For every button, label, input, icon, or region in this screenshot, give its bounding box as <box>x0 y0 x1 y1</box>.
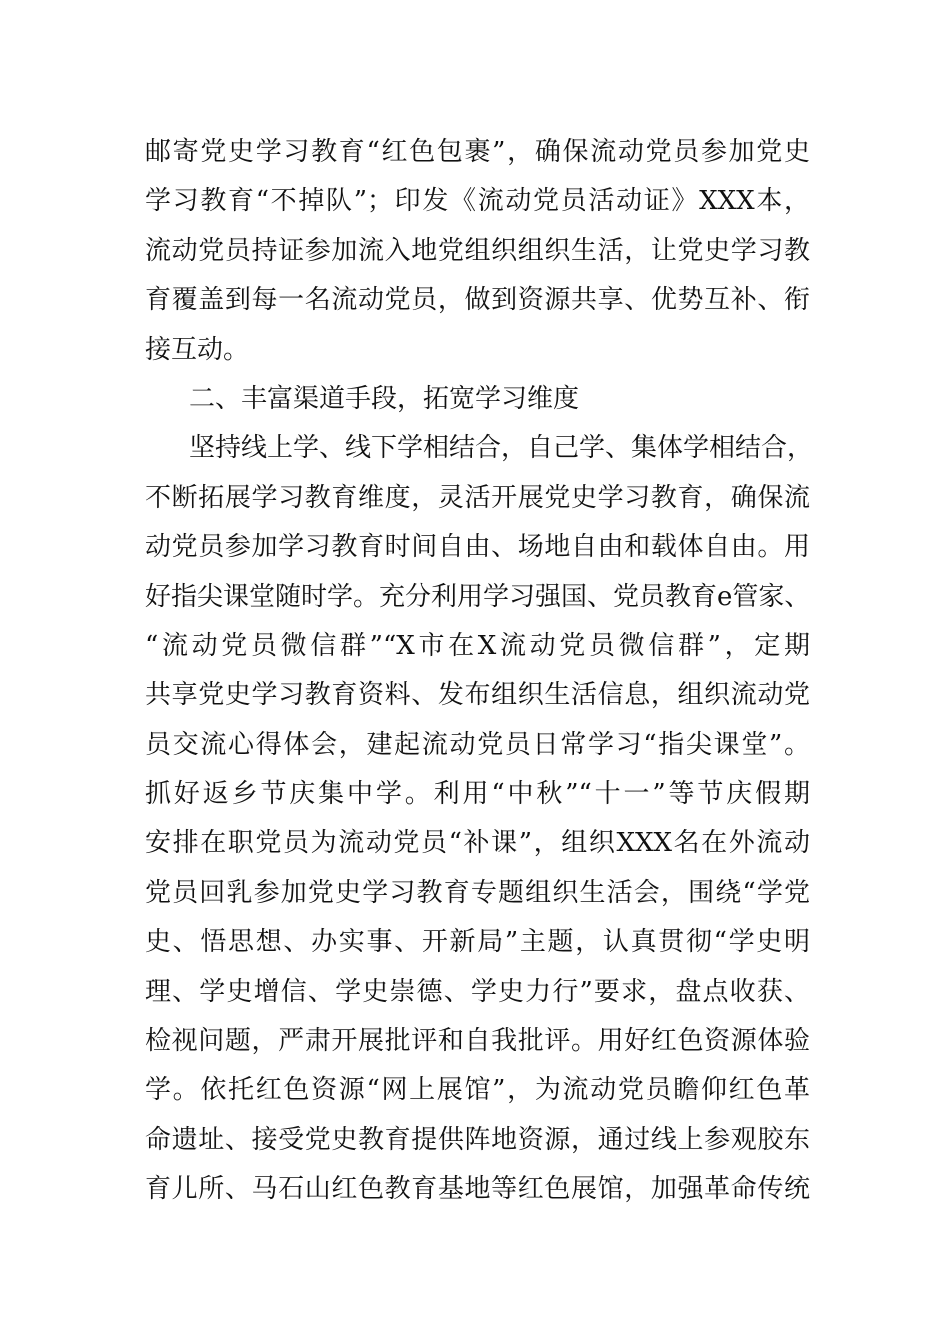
text-line: 邮寄党史学习教育“红色包裹”，确保流动党员参加党史 <box>145 137 810 167</box>
text-line: 共享党史学习教育资料、发布组织生活信息，组织流动党 <box>145 680 810 711</box>
text-line: 员交流心得体会，建起流动党员日常学习“指尖课堂”。 <box>145 729 810 760</box>
text-line: “流动党员微信群”“X市在X流动党员微信群”，定期 <box>145 630 810 661</box>
text-line: 检视问题，严肃开展批评和自我批评。用好红色资源体验 <box>145 1026 810 1057</box>
text-line: 学习教育“不掉队”；印发《流动党员活动证》XXX本， <box>145 186 810 217</box>
text-line: 学。依托红色资源“网上展馆”，为流动党员瞻仰红色革 <box>145 1075 810 1106</box>
text-line: 史、悟思想、办实事、开新局”主题，认真贯彻“学史明 <box>145 927 810 958</box>
text-line: 育儿所、马石山红色教育基地等红色展馆，加强革命传统 <box>145 1174 810 1205</box>
text-line: 育覆盖到每一名流动党员，做到资源共享、优势互补、衔 <box>145 285 810 316</box>
text-line: 流动党员持证参加流入地党组织组织生活，让党史学习教 <box>145 235 810 266</box>
text-line: 安排在职党员为流动党员“补课”，组织XXX名在外流动 <box>145 828 810 859</box>
text-line: 党员回乳参加党史学习教育专题组织生活会，围绕“学党 <box>145 877 810 908</box>
text-line: 理、学史增信、学史崇德、学史力行”要求，盘点收获、 <box>145 976 810 1007</box>
document-body <box>145 128 814 1215</box>
text-line: 不断拓展学习教育维度，灵活开展党史学习教育，确保流 <box>145 482 810 513</box>
text-line: 接互动。 <box>145 334 250 365</box>
text-line: 命遗址、接受党史教育提供阵地资源，通过线上参观胶东 <box>145 1124 810 1155</box>
section-heading: 二、丰富渠道手段，拓宽学习维度 <box>189 383 580 414</box>
text-line: 动党员参加学习教育时间自由、场地自由和载体自由。用 <box>145 532 810 563</box>
text-line: 好指尖课堂随时学。充分利用学习强国、党员教育e管家、 <box>145 581 811 612</box>
text-line: 抓好返乡节庆集中学。利用“中秋”“十一”等节庆假期 <box>145 779 810 810</box>
text-line: 坚持线上学、线下学相结合，自己学、集体学相结合， <box>189 433 814 464</box>
